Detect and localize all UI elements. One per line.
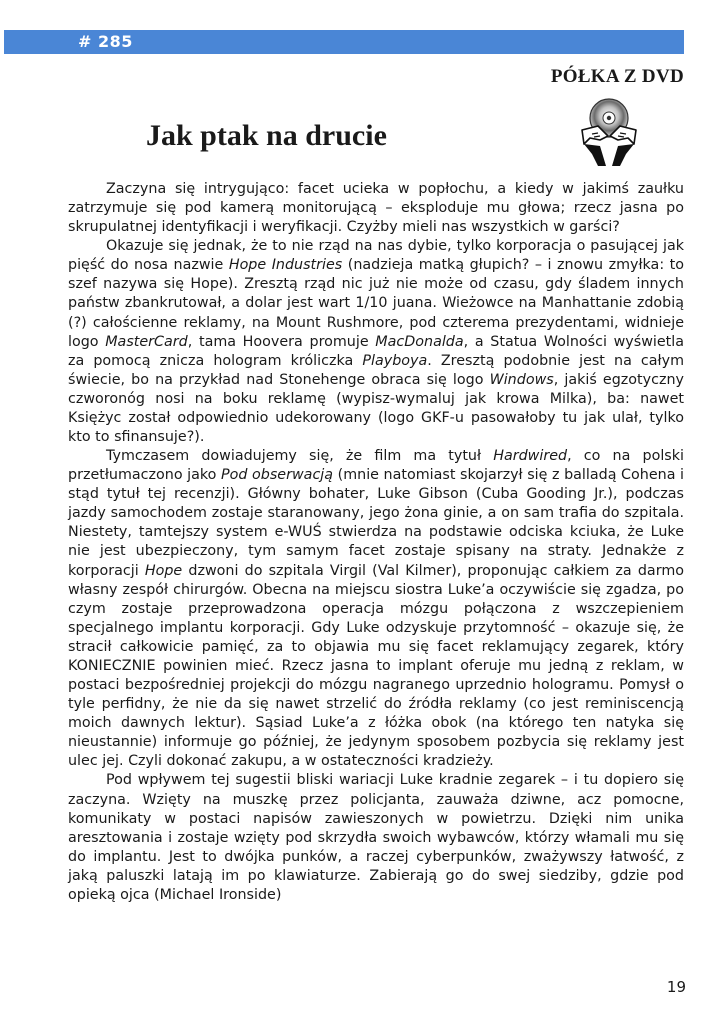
body-paragraph: [68, 447, 684, 771]
paragraph-text: (nadzieja matką głupich? – i znowu zmyłka: to szef nazywa się Hope). Zresztą rząd nic już nie może od czasu, gdy śladem innych państw zbankrutował, a dolar jest wart 1/10 juana. Wieżowce na Manhattanie zdobią (?) całościenne reklamy, na Mount Rushmore, pod czterema prezydentami, widnieje logo: [68, 257, 684, 350]
paragraph-text: , a Statua Wolności wyświetla za pomocą znicza hologram króliczka: [68, 333, 684, 369]
article-body: [68, 180, 684, 905]
body-paragraph: [68, 237, 684, 447]
italic-title-text: Playboya: [362, 352, 428, 369]
paragraph-text: dzwoni do szpitala Virgil (Val Kilmer), proponując całkiem za darmo własny zespół chirurgów. Obecna na miejscu siostra Luke’a oczywiście się zgadza, po czym zostaje przeprowadzona operacja mózgu połączona z wszczepieniem specjalnego implantu korporacji. Gdy Luke odzyskuje przytomność – okazuje się, że stracił całkowicie pamięć, za to objawia mu się facet reklamujący zegarek, który KONIECZNIE powinien mieć. Rzecz jasna to implant oferuje mu jedną z reklam, w postaci bezpośredniej projekcji do mózgu nagranego uprzednio hologramu. Pomysł o tyle perfidny, że nie da się nawet strzelić do źródła reklamy (co jest reminiscencją moich dawnych lektur). Sąsiad Luke’a z łóżka obok (na którego ten natyka się nieustannie) informuje go później, że jedynym sposobem pozbycia się reklamy jest ulec jej. Czyli dokonać zakupu, a w ostateczności kradzieży.: [68, 562, 684, 770]
issue-number: # 285: [78, 32, 133, 51]
paragraph-text: , co na polski przetłumaczono jako: [68, 448, 684, 484]
paragraph-text: Tymczasem dowiadujemy się, że film ma tytuł: [106, 448, 494, 465]
body-paragraph: [68, 180, 684, 237]
section-label: PÓŁKA Z DVD: [550, 66, 684, 87]
paragraph-text: , jakiś egzotyczny czworonóg nosi na boku reklamę (wypisz-wymaluj jak krowa Milka), ba: nawet Księżyc został odpowiednio udekorowany (logo GKF-u pasowałoby tu jak ulał, tylko kto to sfinansuje?).: [68, 371, 684, 446]
paragraph-text: Zaczyna się intrygująco: facet ucieka w popłochu, a kiedy w jakimś zaułku zatrzymuje się pod kamerą monitorującą – eksploduje mu głowa; rzecz jasna po skrupulatnej identyfikacji i weryfikacji. Czyżby mieli nas wszystkich w garści?: [68, 181, 684, 236]
paragraph-text: (mnie natomiast skojarzył się z balladą Cohena i stąd tytuł tej recenzji). Główny bohater, Luke Gibson (Cuba Gooding Jr.), podczas jazdy samochodem zostaje staranowany, jego żona ginie, a on sam trafia do szpitala. Niestety, tamtejszy system e-WUŚ stwierdza na podstawie odciska kciuka, że Luke nie jest ubezpieczony, tym samym facet zostaje spisany na straty. Jednakże z korporacji: [68, 467, 685, 579]
italic-title-text: Hope: [144, 562, 183, 579]
paragraph-text: Pod wpływem tej sugestii bliski wariacji Luke kradnie zegarek – i tu dopiero się zaczyna. Wzięty na muszkę przez policjanta, zauważa dziwne, acz pomocne, komunikaty w postaci napisów zawieszonych w powietrzu. Dzięki nim unika aresztowania i zostaje wzięty pod skrzydła swoich wybawców, którzy włamali mu się do implantu. Jest to dwójka punków, a raczej cyberpunków, zważywszy łatwość, z jaką paluszki latają im po klawiaturze. Zabierają go do swej siedziby, gdzie pod opieką ojca (Michael Ironside): [68, 772, 684, 903]
body-paragraph: [68, 771, 684, 905]
italic-title-text: Windows: [489, 371, 554, 388]
italic-title-text: Pod obserwacją: [221, 467, 334, 484]
page-number: 19: [666, 978, 686, 996]
paragraph-text: Okazuje się jednak, że to nie rząd na nas dybie, tylko korporacja o pasującej jak pięść do nosa nazwie: [68, 238, 684, 274]
article-title: Jak ptak na drucie: [146, 119, 387, 152]
paragraph-text: . Zresztą podobnie jest na całym świecie, bo na przykład nad Stonehenge obraca się logo: [68, 352, 684, 388]
italic-title-text: Hope Industries: [228, 257, 343, 274]
italic-title-text: MasterCard: [105, 333, 188, 350]
italic-title-text: Hardwired: [493, 448, 568, 465]
dvd-hands-icon: [578, 96, 640, 168]
paragraph-text: , tama Hoovera promuje: [187, 333, 376, 350]
issue-header-bar: [4, 30, 684, 54]
italic-title-text: MacDonalda: [375, 333, 464, 350]
